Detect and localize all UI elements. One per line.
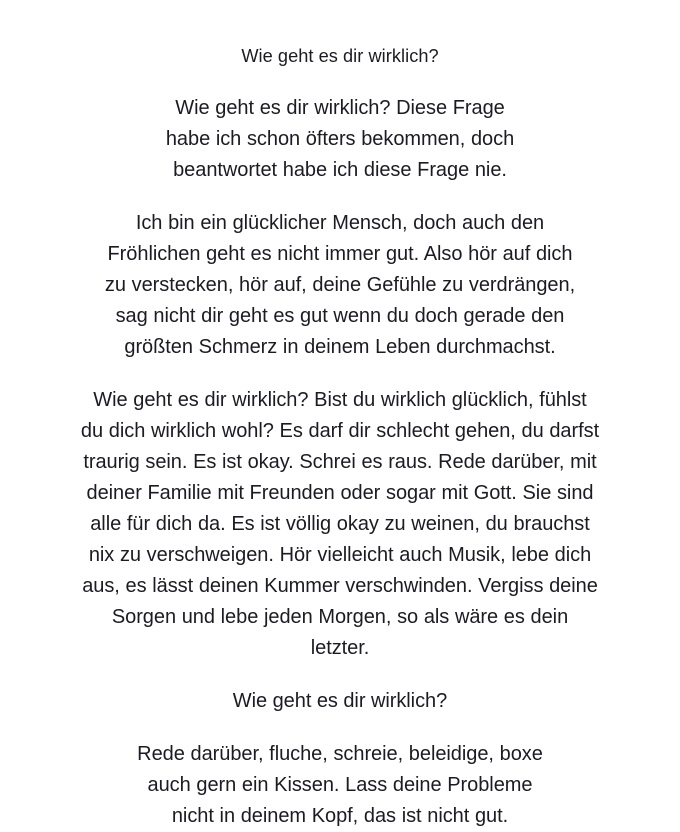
document-title-line: Wie geht es dir wirklich? (241, 46, 439, 66)
paragraph-4: Rede darüber, fluche, schreie, beleidige, boxe auch gern ein Kissen. Lass deine Probleme nicht in deinem Kopf, das ist nicht gut. (137, 743, 543, 827)
paragraph-1: Wie geht es dir wirklich? Diese Frage habe ich schon öfters bekommen, doch beantwortet habe ich diese Frage nie. (165, 97, 515, 181)
paragraph-3: Wie geht es dir wirklich? Bist du wirklich glücklich, fühlst du dich wirklich wohl? Es darf dir schlecht gehen, du darfst traurig sein. Es ist okay. Schrei es raus. Rede darüber, mit deiner Familie mit Freunden oder sogar mit Gott. Sie sind alle für dich da. Es ist völlig okay zu weinen, du brauchst nix zu verschweigen. Hör vielleicht auch Musik, lebe dich aus, es lässt deinen Kummer verschwinden. Vergiss deine Sorgen und lebe jeden Morgen, so als wäre es dein letzter. (80, 389, 600, 659)
document-body (72, 44, 608, 832)
paragraph-2: Ich bin ein glücklicher Mensch, doch auch den Fröhlichen geht es nicht immer gut. Also hör auf dich zu verstecken, hör auf, deine Gefühle zu verdrängen, sag nicht dir geht es gut wenn du doch gerade den größten Schmerz in deinem Leben durchmachst. (104, 212, 576, 358)
refrain-line: Wie geht es dir wirklich? (232, 690, 448, 712)
